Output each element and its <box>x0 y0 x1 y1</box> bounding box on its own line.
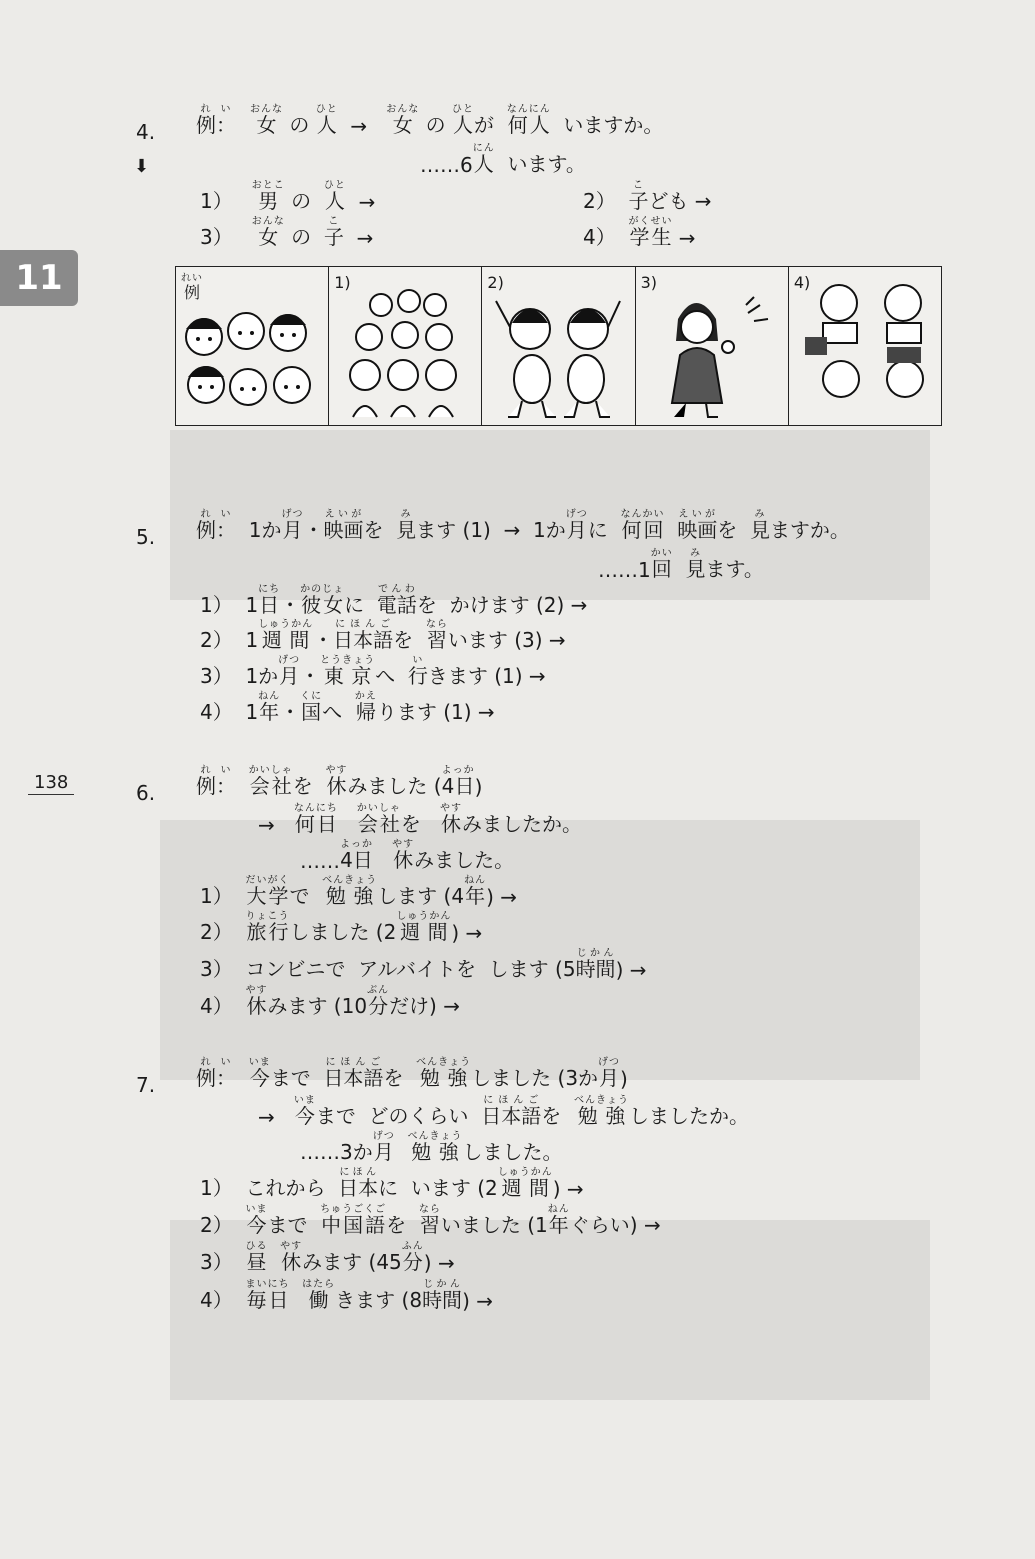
ex4-item-1: 1） 男おとこ の 人ひと → <box>200 180 376 214</box>
ex7-example-line: 例：れい 今いま まで 日本語にほんご を 勉強べんきょう しました (3か 月げつ ) <box>196 1057 628 1091</box>
picture-4: 4) <box>788 267 941 425</box>
ex4-number: 4. <box>136 120 156 144</box>
ex5-number: 5. <box>136 525 156 549</box>
page-number: 138 <box>28 772 74 795</box>
ex6-item-2: 2） 旅行りょこう しました (2 週間しゅうかん ) → <box>200 911 483 945</box>
ex4-example-line: 例：れい 女おんな の 人ひと → 女おんな の 人ひと が 何人なんにん いますか。 <box>196 104 664 138</box>
picture-example: 例れい <box>176 267 328 425</box>
ex4-example-label: 例：れい <box>196 104 236 137</box>
ex4-item-4: 4） 学生がくせい → <box>583 216 696 250</box>
ex4-example-answer: ……6 人にん います。 <box>420 143 586 177</box>
picture-2: 2) <box>481 267 634 425</box>
ex7-item-3: 3） 昼ひる 休やす みます (45 分ふん ) → <box>200 1241 455 1275</box>
ex5-item-4: 4） 1 年ねん ・ 国くに へ 帰かえ ります (1) → <box>200 691 495 724</box>
ex6-item-3: 3） コンビニで アルバイトを します (5 時間じかん ) → <box>200 948 647 982</box>
four-students-illustration <box>789 267 941 425</box>
ex6-example-question: → 何日なんにち 会社かいしゃ を 休やす みましたか。 <box>258 803 582 837</box>
arrow-down-icon: ⬇ <box>134 156 150 177</box>
picture-1: 1) <box>328 267 481 425</box>
ex7-item-1: 1） これから 日本にほん に います (2 週間しゅうかん ) → <box>200 1167 584 1201</box>
ex5-item-2: 2） 1 週間しゅうかん ・ 日本語にほんご を 習なら います (3) → <box>200 619 566 652</box>
ex4-item-2: 2） 子こ ども → <box>583 180 712 213</box>
ex7-item-2: 2） 今いま まで 中国語ちゅうごくご を 習なら いました (1 年ねん ぐらい) → <box>200 1204 661 1237</box>
ex6-number: 6. <box>136 781 156 805</box>
ex4-picture-strip <box>175 266 942 426</box>
ex7-number: 7. <box>136 1073 156 1097</box>
ex5-example-answer: ……1 回かい 見み ます。 <box>598 548 764 582</box>
ex7-example-answer: ……3か 月げつ 勉強べんきょう しました。 <box>300 1131 563 1164</box>
ex5-example-line: 例：れい 1か 月げつ ・ 映画えいが を 見み ます (1) → 1か 月げつ に 何回なんかい 映画えいが を 見み ますか。 <box>196 509 850 542</box>
girl-with-flowers-illustration <box>636 267 788 425</box>
crowd-of-men-illustration <box>329 267 481 425</box>
ex7-example-question: → 今いま まで どのくらい 日本語にほんご を 勉強べんきょう しましたか。 <box>258 1095 749 1129</box>
ex5-item-3: 3） 1か 月げつ ・ 東京とうきょう へ 行い きます (1) → <box>200 655 546 688</box>
ex6-item-1: 1） 大学だいがく で 勉強べんきょう します (4 年ねん ) → <box>200 875 517 909</box>
ex7-item-4: 4） 毎日まいにち 働はたら きます (8 時間じかん ) → <box>200 1279 493 1313</box>
two-children-illustration <box>482 267 634 425</box>
chapter-tab: 11 <box>0 250 78 306</box>
ex5-item-1: 1） 1 日にち ・ 彼女かのじょ に 電話でんわ を かけます (2) → <box>200 584 588 617</box>
ex6-example-line: 例：れい 会社かいしゃ を 休やす みました ( 4日よっか ) <box>196 765 483 799</box>
ex4-item-3: 3） 女おんな の 子こ → <box>200 216 374 250</box>
six-faces-illustration <box>176 267 328 425</box>
ex6-item-4: 4） 休やす みます (10 分ぶん だけ) → <box>200 985 460 1018</box>
picture-3: 3) <box>635 267 788 425</box>
ex6-example-answer: …… 4日よっか 休やす みました。 <box>300 839 515 873</box>
